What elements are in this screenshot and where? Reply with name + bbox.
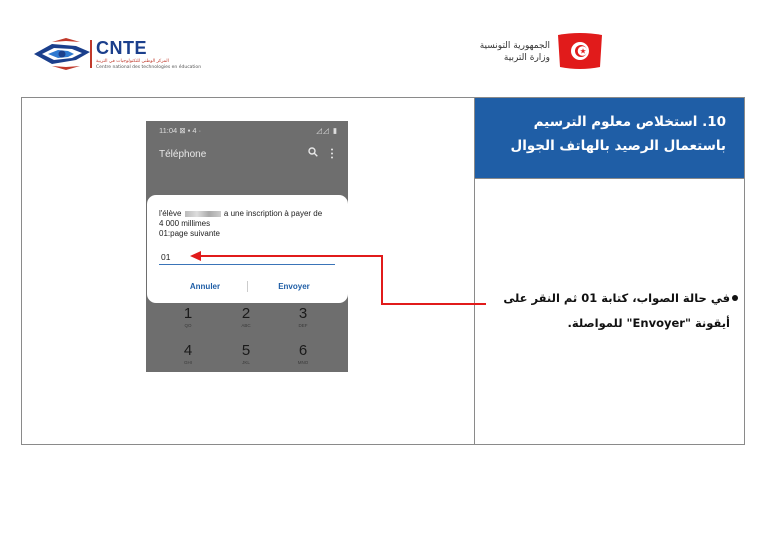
button-divider	[247, 281, 248, 292]
key-digit: 5	[241, 342, 251, 359]
keypad-key-1[interactable]	[173, 306, 203, 329]
message-line-1-start: l'élève	[159, 209, 182, 218]
cnte-logo-text: CNTE	[96, 38, 147, 58]
message-line-2: 4 000 millimes	[159, 219, 211, 228]
key-letters: GHI	[183, 360, 192, 365]
key-digit: 6	[298, 342, 308, 359]
key-digit: 1	[183, 305, 193, 322]
keypad-key-6[interactable]	[288, 343, 318, 366]
more-options-icon[interactable]	[330, 148, 334, 159]
key-letters: QO	[184, 323, 192, 328]
republic-label: الجمهورية التونسية	[479, 41, 550, 51]
step-title: 10. استخلاص معلوم الترسيم باستعمال الرصيد بالهاتف الجوال	[510, 114, 726, 154]
notification-icons: ⊠ ▪ 4 ·	[179, 126, 202, 135]
keypad-key-4[interactable]	[173, 343, 203, 366]
search-icon[interactable]	[308, 147, 318, 157]
tunisia-flag-icon	[556, 31, 604, 71]
send-button[interactable]: Envoyer	[278, 282, 310, 291]
step-instruction: في حالة الصواب، كتابة 01 ثم النقر على أيقونة "Envoyer" للمواصلة.	[503, 291, 730, 330]
cancel-button[interactable]: Annuler	[189, 282, 221, 291]
bullet-icon	[732, 295, 738, 301]
key-digit: 3	[298, 305, 308, 322]
status-bar	[146, 121, 348, 139]
key-letters: MNO	[297, 360, 309, 365]
keypad-key-5[interactable]	[231, 343, 261, 366]
message-line-1	[159, 209, 341, 219]
key-digit: 4	[183, 342, 193, 359]
phone-screenshot	[146, 121, 348, 372]
key-letters: JKL	[242, 360, 250, 365]
key-letters: DEF	[298, 323, 308, 328]
cnte-subtitle-fr: Centre national des technologies en éducation	[96, 65, 202, 70]
ussd-dialog	[147, 195, 348, 303]
input-underline	[159, 264, 335, 265]
dialog-message	[159, 209, 341, 239]
message-line-1-end: a une inscription à payer de	[223, 209, 323, 218]
key-letters: ABC	[241, 323, 251, 328]
response-input[interactable]: 01	[161, 252, 171, 262]
keypad-key-2[interactable]	[231, 306, 261, 329]
status-time-text: 11:04	[159, 126, 178, 135]
ministry-label: وزارة التربية	[503, 53, 550, 63]
app-title: Téléphone	[159, 149, 207, 160]
signal-battery-icon: ◿◿ ▮	[316, 126, 338, 135]
cnte-subtitle-ar: المركز الوطني للتكنولوجيات في التربية	[96, 59, 169, 64]
message-line-3: 01:page suivante	[159, 229, 220, 238]
redacted-name	[185, 211, 221, 217]
status-time	[159, 126, 201, 135]
row-divider	[475, 178, 744, 179]
key-digit: 2	[241, 305, 251, 322]
keypad-key-3[interactable]	[288, 306, 318, 329]
